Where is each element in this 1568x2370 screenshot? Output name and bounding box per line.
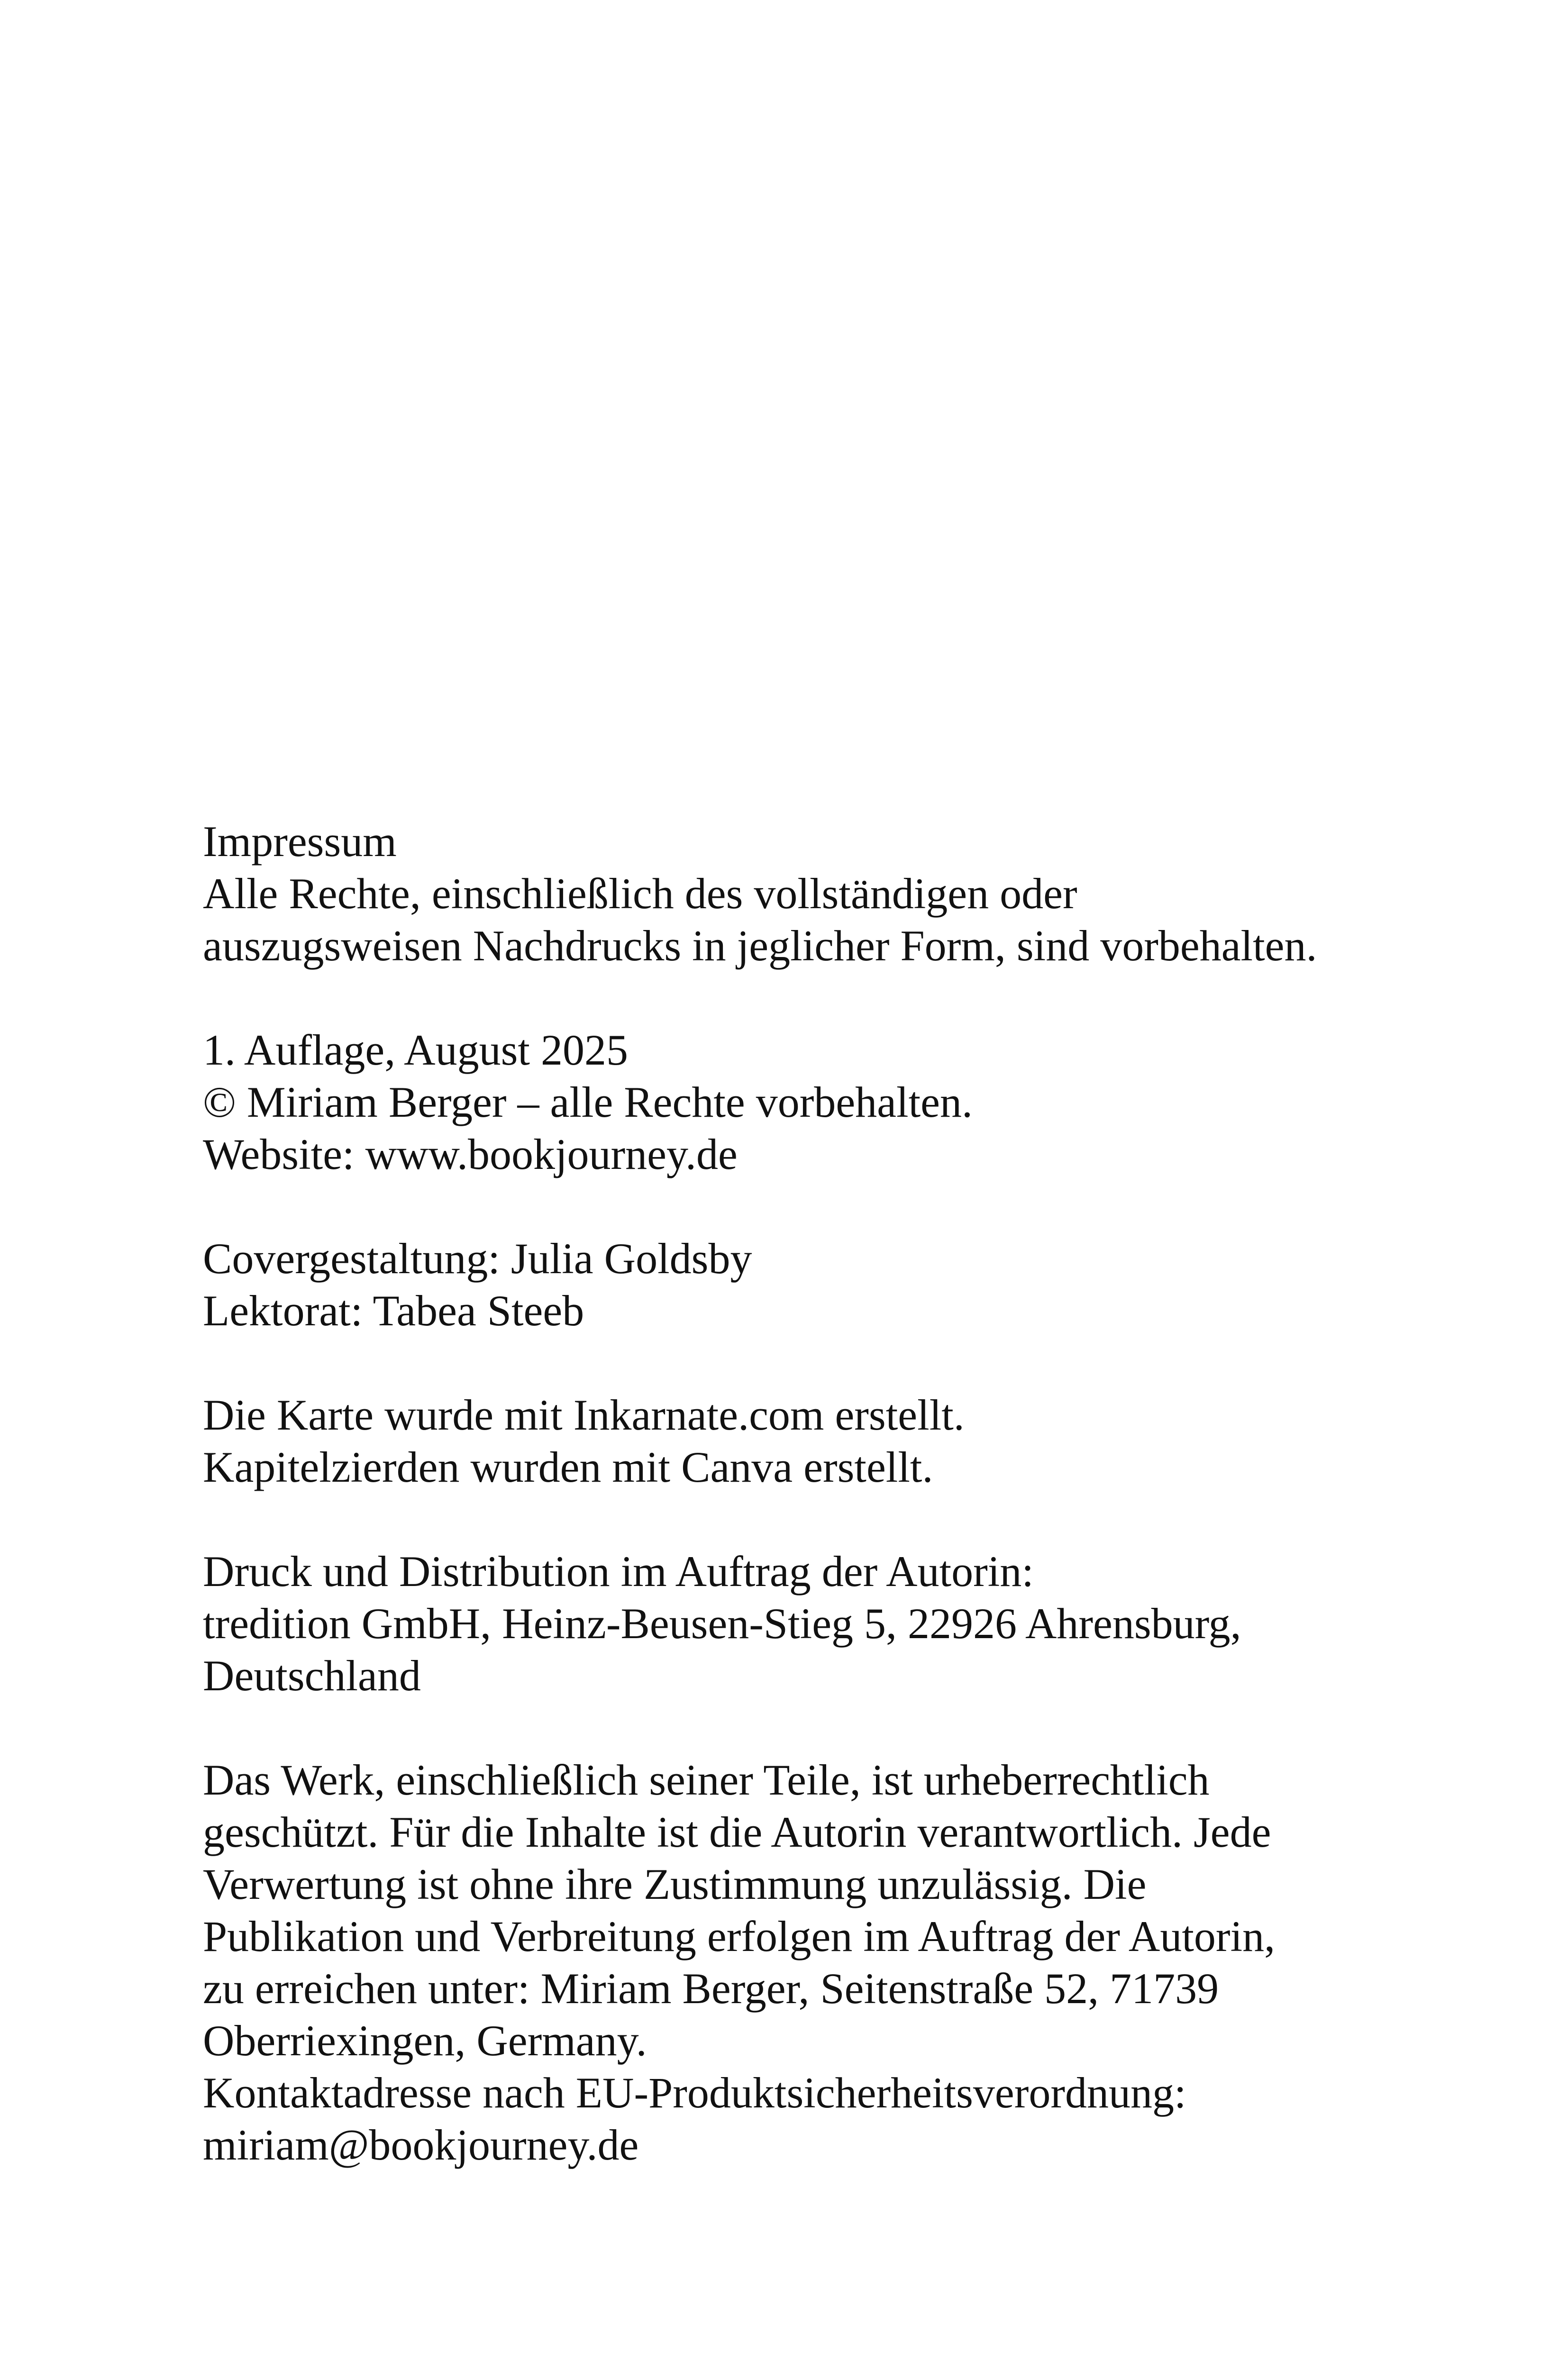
legal-line: Das Werk, einschließlich seiner Teile, ist urheberrechtlich [203,1756,1210,1804]
imprint-block [203,815,1388,2171]
paragraph-gap [203,1702,1388,1754]
map-credit: Die Karte wurde mit Inkarnate.com erstellt. [203,1391,965,1439]
paragraph-gap [203,1180,1388,1232]
paragraph-gap [203,1493,1388,1545]
paragraph-gap [203,1337,1388,1389]
rights-line: Alle Rechte, einschließlich des vollständigen oder [203,869,1077,918]
contact-label: Kontaktadresse nach EU-Produktsicherheitsverordnung: [203,2069,1186,2117]
imprint-heading: Impressum [203,817,397,866]
rights-line: auszugsweisen Nachdrucks in jeglicher Form, sind vorbehalten. [203,921,1317,970]
legal-line: Publikation und Verbreitung erfolgen im Auftrag der Autorin, [203,1912,1276,1960]
editor-credit: Lektorat: Tabea Steeb [203,1286,584,1335]
distribution-line: Deutschland [203,1651,421,1700]
legal-line: geschützt. Für die Inhalte ist die Autorin verantwortlich. Jede [203,1808,1271,1856]
cover-credit: Covergestaltung: Julia Goldsby [203,1234,752,1283]
legal-line: zu erreichen unter: Miriam Berger, Seitenstraße 52, 71739 [203,1964,1219,2013]
contact-email: miriam@bookjourney.de [203,2121,639,2169]
legal-line: Oberriexingen, Germany. [203,2016,647,2065]
distribution-line: tredition GmbH, Heinz-Beusen-Stieg 5, 22926 Ahrensburg, [203,1599,1241,1648]
ornament-credit: Kapitelzierden wurden mit Canva erstellt. [203,1443,933,1491]
paragraph-gap [203,972,1388,1024]
website-line: Website: www.bookjourney.de [203,1130,738,1178]
legal-line: Verwertung ist ohne ihre Zustimmung unzulässig. Die [203,1860,1147,1908]
copyright-line: © Miriam Berger – alle Rechte vorbehalten. [203,1078,973,1126]
distribution-line: Druck und Distribution im Auftrag der Autorin: [203,1547,1034,1595]
edition-line: 1. Auflage, August 2025 [203,1026,628,1074]
